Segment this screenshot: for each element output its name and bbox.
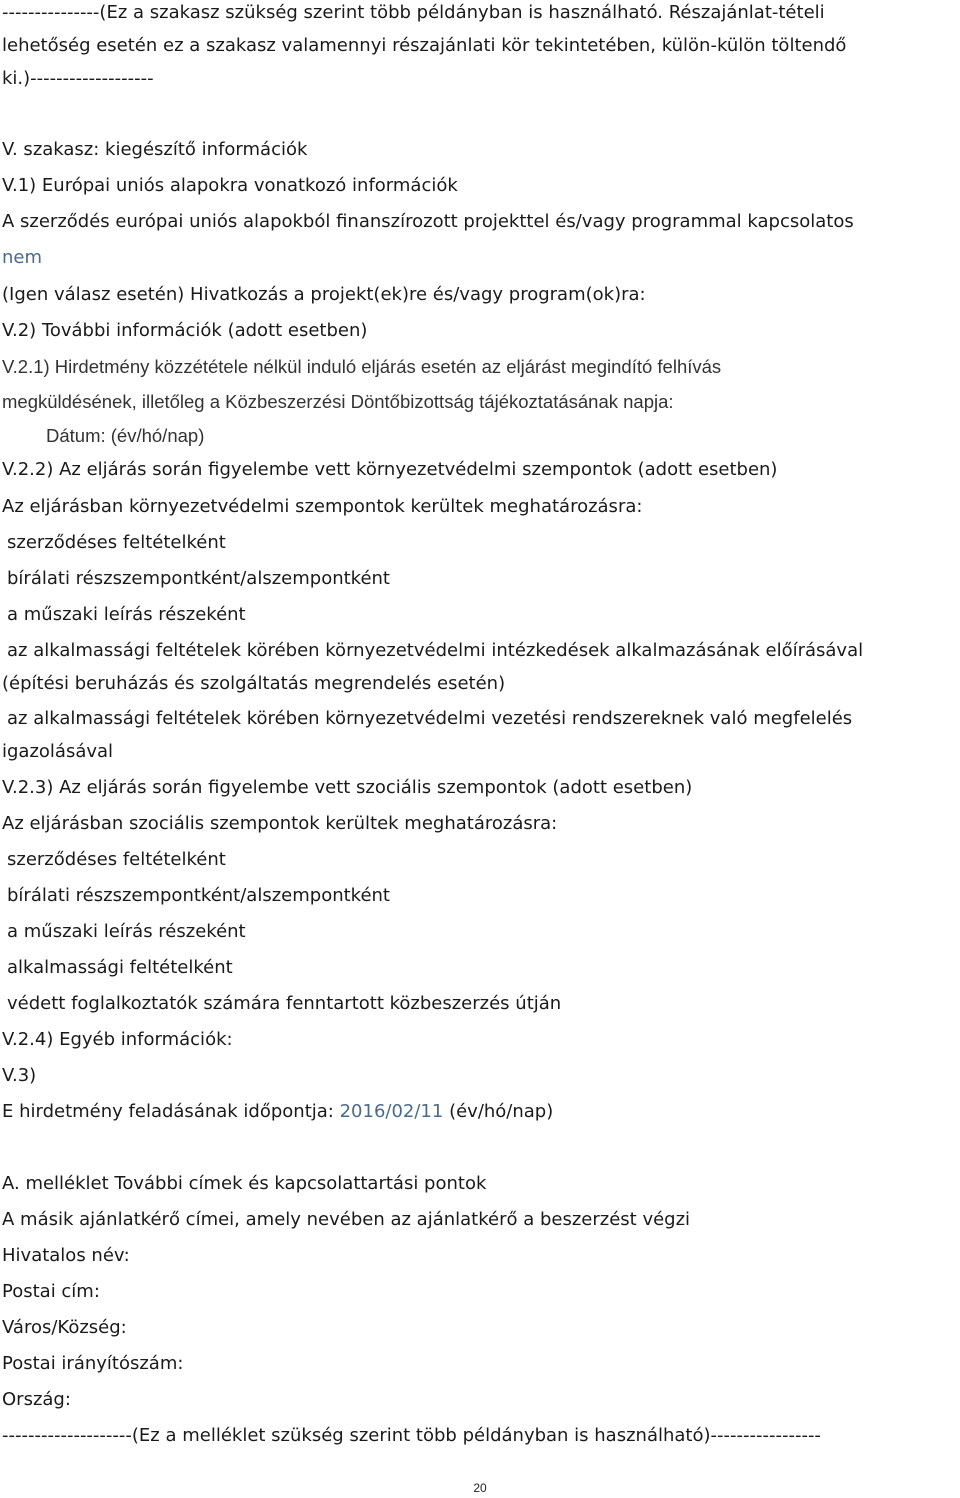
env-criterion-item-continuation: igazolásával <box>2 741 114 762</box>
eu-funds-answer: nem <box>2 247 43 268</box>
section-v24-title: V.2.4) Egyéb információk: <box>2 1029 233 1050</box>
eu-funds-question: A szerződés európai uniós alapokból finanszírozott projekttel és/vagy programmal kapcsolatos <box>2 211 854 232</box>
annex-a-footer-note: --------------------(Ez a melléklet szükség szerint több példányban is használható)----------------- <box>2 1425 821 1446</box>
social-criterion-item: szerződéses feltételként <box>7 849 226 870</box>
section-v21-date-label: Dátum: (év/hó/nap) <box>46 425 205 446</box>
city-label: Város/Község: <box>2 1317 127 1338</box>
section-v3-title: V.3) <box>2 1065 37 1086</box>
header-note-line-2: lehetőség esetén ez a szakasz valamennyi részajánlati kör tekintetében, külön-külön töltendő <box>2 35 847 56</box>
eu-funds-reference: (Igen válasz esetén) Hivatkozás a projekt(ek)re és/vagy program(ok)ra: <box>2 284 646 305</box>
env-criterion-item: a műszaki leírás részeként <box>7 604 246 625</box>
dispatch-date-row <box>2 1100 553 1124</box>
env-criterion-item: az alkalmassági feltételek körében környezetvédelmi vezetési rendszereknek való megfelelés <box>7 708 853 729</box>
env-criterion-item-continuation: (építési beruházás és szolgáltatás megrendelés esetén) <box>2 673 506 694</box>
country-label: Ország: <box>2 1389 71 1410</box>
env-criterion-item: az alkalmassági feltételek körében környezetvédelmi intézkedések alkalmazásának előírásával <box>7 640 864 661</box>
section-v2-title: V.2) További információk (adott esetben) <box>2 320 368 341</box>
dispatch-date-label: E hirdetmény feladásának időpontja: <box>2 1101 340 1122</box>
section-v-title: V. szakasz: kiegészítő információk <box>2 139 308 160</box>
page-number: 20 <box>473 1481 487 1495</box>
header-note-line-1: ---------------(Ez a szakasz szükség szerint több példányban is használható. Részajánlat-tételi <box>2 2 825 23</box>
section-v23-title: V.2.3) Az eljárás során figyelembe vett szociális szempontok (adott esetben) <box>2 777 693 798</box>
annex-a-subtitle: A másik ajánlatkérő címei, amely nevében az ajánlatkérő a beszerzést végzi <box>2 1209 691 1230</box>
section-v1-title: V.1) Európai uniós alapokra vonatkozó információk <box>2 175 458 196</box>
official-name-label: Hivatalos név: <box>2 1245 130 1266</box>
env-criterion-item: szerződéses feltételként <box>7 532 226 553</box>
section-v21-line-2: megküldésének, illetőleg a Közbeszerzési Döntőbizottság tájékoztatásának napja: <box>2 391 674 412</box>
section-v22-title: V.2.2) Az eljárás során figyelembe vett környezetvédelmi szempontok (adott esetben) <box>2 459 778 480</box>
postal-code-label: Postai irányítószám: <box>2 1353 184 1374</box>
social-criterion-item: alkalmassági feltételként <box>7 957 233 978</box>
social-criterion-item: védett foglalkoztatók számára fenntartott közbeszerzés útján <box>7 993 562 1014</box>
section-v23-intro: Az eljárásban szociális szempontok kerültek meghatározásra: <box>2 813 558 834</box>
social-criterion-item: bírálati részszempontként/alszempontként <box>7 885 390 906</box>
section-v22-intro: Az eljárásban környezetvédelmi szempontok kerültek meghatározásra: <box>2 496 643 517</box>
social-criterion-item: a műszaki leírás részeként <box>7 921 246 942</box>
annex-a-title: A. melléklet További címek és kapcsolattartási pontok <box>2 1173 487 1194</box>
postal-address-label: Postai cím: <box>2 1281 100 1302</box>
dispatch-date-suffix: (év/hó/nap) <box>443 1101 554 1122</box>
header-note-line-3: ki.)------------------- <box>2 68 154 89</box>
dispatch-date-value: 2016/02/11 <box>339 1101 444 1122</box>
section-v21-line-1: V.2.1) Hirdetmény közzététele nélkül induló eljárás esetén az eljárást megindító felhívás <box>2 356 722 377</box>
env-criterion-item: bírálati részszempontként/alszempontként <box>7 568 390 589</box>
